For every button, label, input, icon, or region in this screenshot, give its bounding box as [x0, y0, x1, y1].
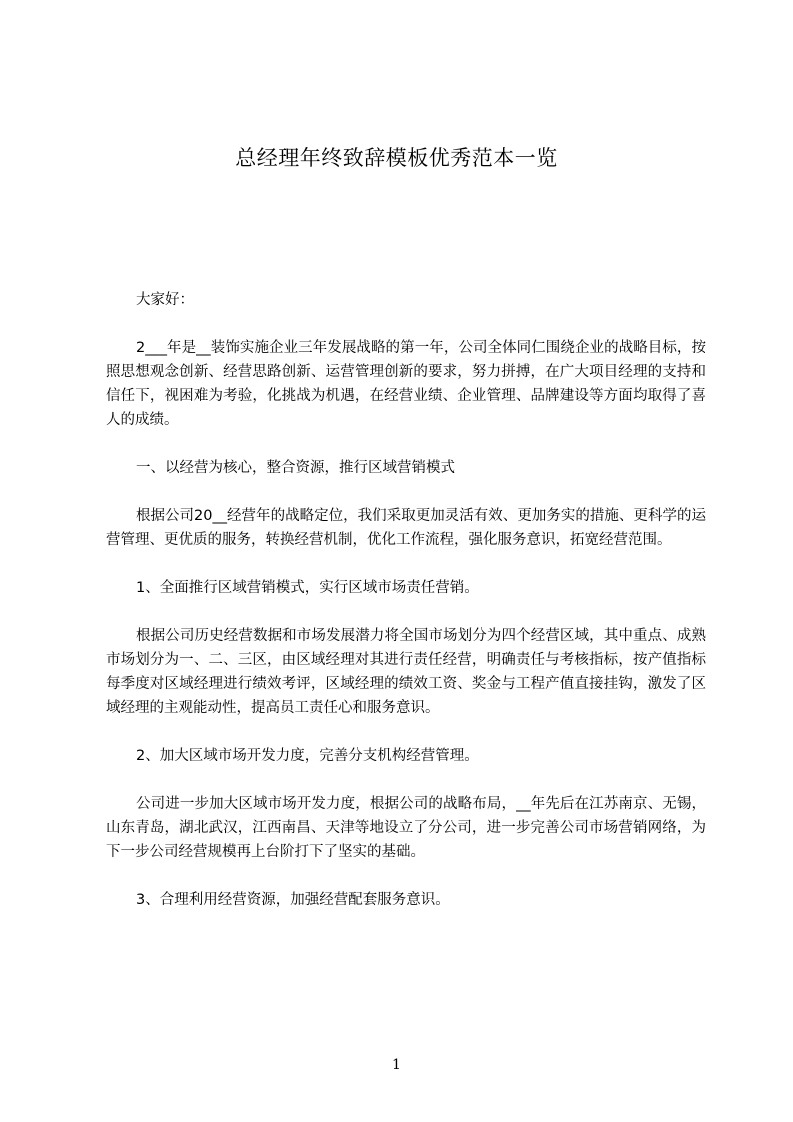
subsection-heading-3: 3、合理利用经营资源，加强经营配套服务意识。 [136, 892, 450, 908]
page-number: 1 [392, 1057, 401, 1073]
subsection-heading-1: 1、全面推行区域营销模式，实行区域市场责任营销。 [136, 580, 479, 596]
document-title: 总经理年终致辞模板优秀范本一览 [235, 146, 558, 170]
subsection-heading-2: 2、加大区域市场开发力度，完善分支机构经营管理。 [136, 748, 479, 764]
section-heading-1: 一、以经营为核心，整合资源，推行区域营销模式 [136, 460, 455, 476]
subsection-2-paragraph: 公司进一步加大区域市场开发力度，根据公司的战略布局，__年先后在江苏南京、无锡，山东青岛，湖北武汉，江西南昌、天津等地设立了分公司，进一步完善公司市场营销网络，为下一步公司经营规模再上台阶打下了坚实的基础。 [106, 796, 706, 860]
intro-paragraph: 2___年是__装饰实施企业三年发展战略的第一年，公司全体同仁围绕企业的战略目标，按照思想观念创新、经营思路创新、运营管理创新的要求，努力拼搏，在广大项目经理的支持和信任下，视困难为考验，化挑战为机遇，在经营业绩、企业管理、品牌建设等方面均取得了喜人的成绩。 [106, 340, 706, 428]
greeting-paragraph: 大家好： [136, 292, 194, 308]
subsection-1-paragraph: 根据公司历史经营数据和市场发展潜力将全国市场划分为四个经营区域，其中重点、成熟市场划分为一、二、三区，由区域经理对其进行责任经营，明确责任与考核指标，按产值指标每季度对区域经理进行绩效考评，区域经理的绩效工资、奖金与工程产值直接挂钩，激发了区域经理的主观能动性，提高员工责任心和服务意识。 [106, 628, 706, 716]
document-body [106, 288, 706, 936]
section-1-paragraph: 根据公司20__经营年的战略定位，我们采取更加灵活有效、更加务实的措施、更科学的运营管理、更优质的服务，转换经营机制，优化工作流程，强化服务意识，拓宽经营范围。 [106, 508, 706, 548]
